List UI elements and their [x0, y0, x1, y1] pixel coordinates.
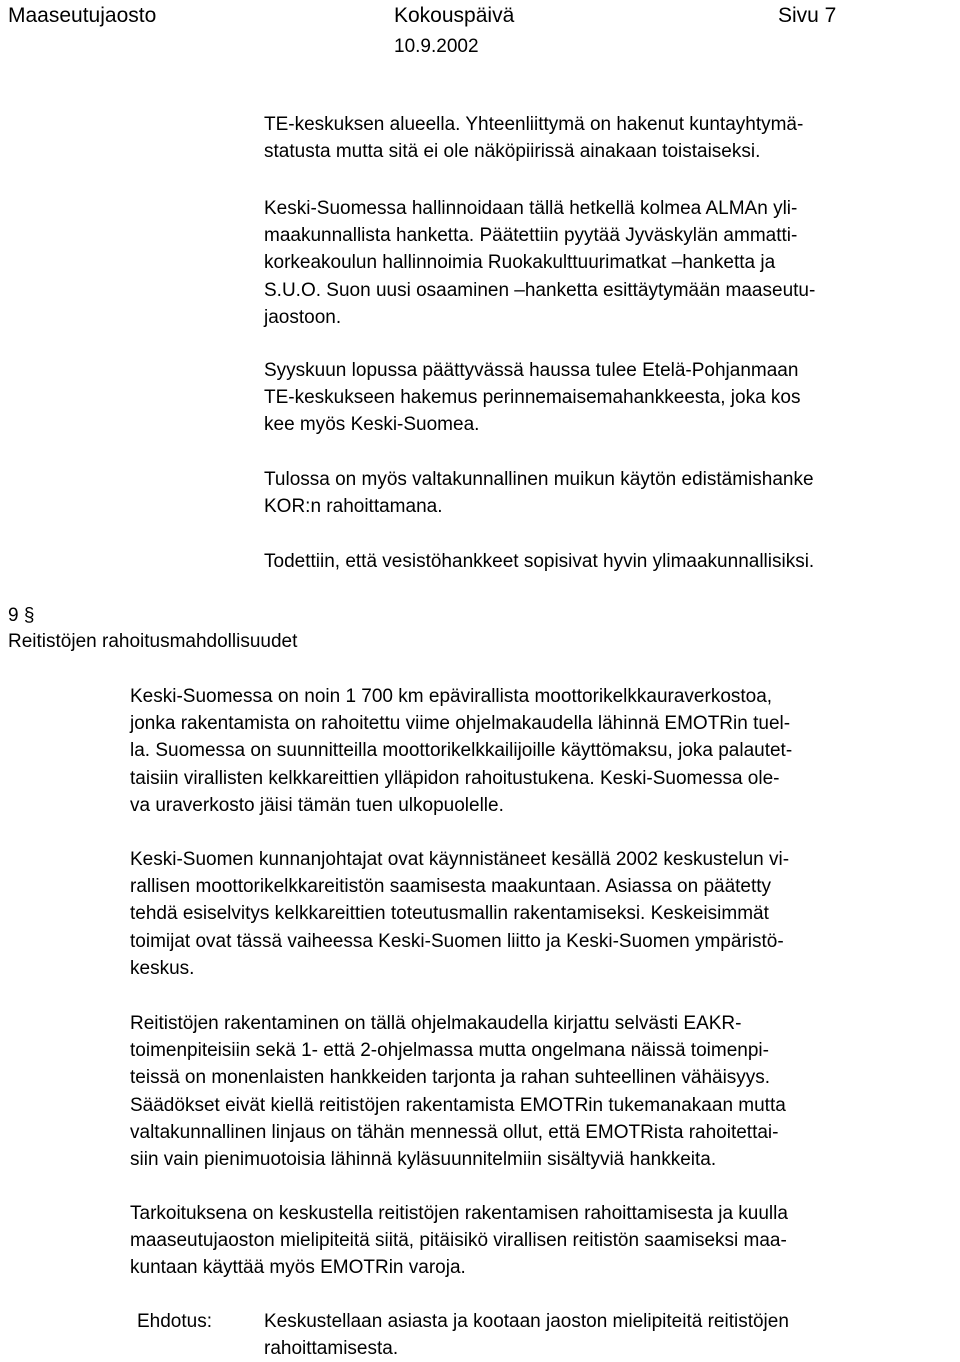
section-number: 9 § — [8, 605, 35, 626]
text-line: KOR:n rahoittamana. — [264, 496, 443, 518]
paragraph — [130, 1200, 788, 1282]
proposal-text — [264, 1308, 789, 1362]
text-line: teissä on monenlaisten hankkeiden tarjonta ja rahan suhteellinen vähäisyys. — [130, 1067, 771, 1089]
section-heading — [8, 603, 297, 655]
text-line: kee myös Keski-Suomea. — [264, 414, 480, 436]
committee-name: Maaseutujaosto — [8, 4, 157, 27]
text-line: TE-keskukseen hakemus perinnemaisemahankkeesta, joka kos — [264, 387, 801, 409]
text-line: maakunnallista hanketta. Päätettiin pyytää Jyväskylän ammatti- — [264, 225, 798, 247]
paragraph — [264, 357, 801, 439]
paragraph — [264, 111, 803, 165]
text-line: rallisen moottorikelkkareitistön saamisesta maakuntaan. Asiassa on päätetty — [130, 876, 772, 898]
text-line: Todettiin, että vesistöhankkeet sopisivat hyvin ylimaakunnallisiksi. — [264, 551, 815, 572]
text-line: Tarkoituksena on keskustella reitistöjen rakentamisen rahoittamisesta ja kuulla — [130, 1203, 788, 1224]
text-line: tehdä esiselvitys kelkkareittien toteutusmallin rakentamiseksi. Keskeisimmät — [130, 903, 769, 925]
text-line: jaostoon. — [264, 306, 342, 328]
text-line: TE-keskuksen alueella. Yhteenliittymä on hakenut kuntayhtymä- — [264, 114, 804, 135]
text-line: Keskustellaan asiasta ja kootaan jaoston mielipiteitä reitistöjen — [264, 1311, 789, 1332]
paragraph — [264, 195, 815, 331]
text-line: siin vain pienimuotoisia lähinnä kyläsuunnitelmiin sisältyviä hankkeita. — [130, 1149, 717, 1171]
text-line: va uraverkosto jäisi tämän tuen ulkopuolelle. — [130, 794, 504, 816]
text-line: jonka rakentamista on rahoitettu viime ohjelmakaudella lähinnä EMOTRin tuel- — [130, 713, 791, 735]
meeting-date: 10.9.2002 — [394, 36, 479, 57]
text-line: maaseutujaoston mielipiteitä siitä, pitäisikö virallisen reitistön saamiseksi maa- — [130, 1230, 787, 1252]
text-line: Säädökset eivät kiellä reitistöjen rakentamista EMOTRin tukemanakaan mutta — [130, 1094, 786, 1116]
text-line: korkeakoulun hallinnoimia Ruokakulttuurimatkat –hanketta ja — [264, 252, 776, 274]
text-line: S.U.O. Suon uusi osaaminen –hanketta esittäytymään maaseutu- — [264, 279, 816, 301]
page-number: Sivu 7 — [778, 4, 837, 27]
section-title: Reitistöjen rahoitusmahdollisuudet — [8, 631, 298, 652]
text-line: rahoittamisesta. — [264, 1338, 399, 1360]
text-line: Keski-Suomessa on noin 1 700 km epävirallista moottorikelkkauraverkostoa, — [130, 686, 773, 707]
text-line: valtakunnallinen linjaus on tähän mennessä ollut, että EMOTRista rahoitettai- — [130, 1121, 779, 1143]
text-line: keskus. — [130, 957, 195, 979]
paragraph — [130, 846, 789, 982]
text-line: Keski-Suomen kunnanjohtajat ovat käynnistäneet kesällä 2002 keskustelun vi- — [130, 849, 790, 870]
text-line: taisiin virallisten kelkkareittien ylläpidon rahoitustukena. Keski-Suomessa ole- — [130, 767, 780, 789]
meeting-date-label: Kokouspäivä — [394, 4, 515, 27]
text-line: Syyskuun lopussa päättyvässä haussa tulee Etelä-Pohjanmaan — [264, 360, 799, 381]
text-line: Keski-Suomessa hallinnoidaan tällä hetkellä kolmea ALMAn yli- — [264, 198, 798, 219]
paragraph — [264, 548, 814, 575]
paragraph — [264, 466, 814, 520]
text-line: kuntaan käyttää myös EMOTRin varoja. — [130, 1257, 466, 1279]
text-line: Tulossa on myös valtakunnallinen muikun käytön edistämishanke — [264, 469, 814, 490]
proposal-label: Ehdotus: — [137, 1311, 212, 1332]
paragraph — [130, 683, 792, 819]
text-line: statusta mutta sitä ei ole näköpiirissä ainakaan toistaiseksi. — [264, 141, 761, 163]
text-line: toimijat ovat tässä vaiheessa Keski-Suomen liitto ja Keski-Suomen ympäristö- — [130, 930, 784, 952]
text-line: toimenpiteisiin sekä 1- että 2-ohjelmassa mutta ongelmana näissä toimenpi- — [130, 1040, 769, 1062]
text-line: Reitistöjen rakentaminen on tällä ohjelmakaudella kirjattu selvästi EAKR- — [130, 1013, 742, 1034]
paragraph — [130, 1010, 786, 1173]
text-line: la. Suomessa on suunnitteilla moottorikelkkailijoille käyttömaksu, joka palautet- — [130, 740, 793, 762]
